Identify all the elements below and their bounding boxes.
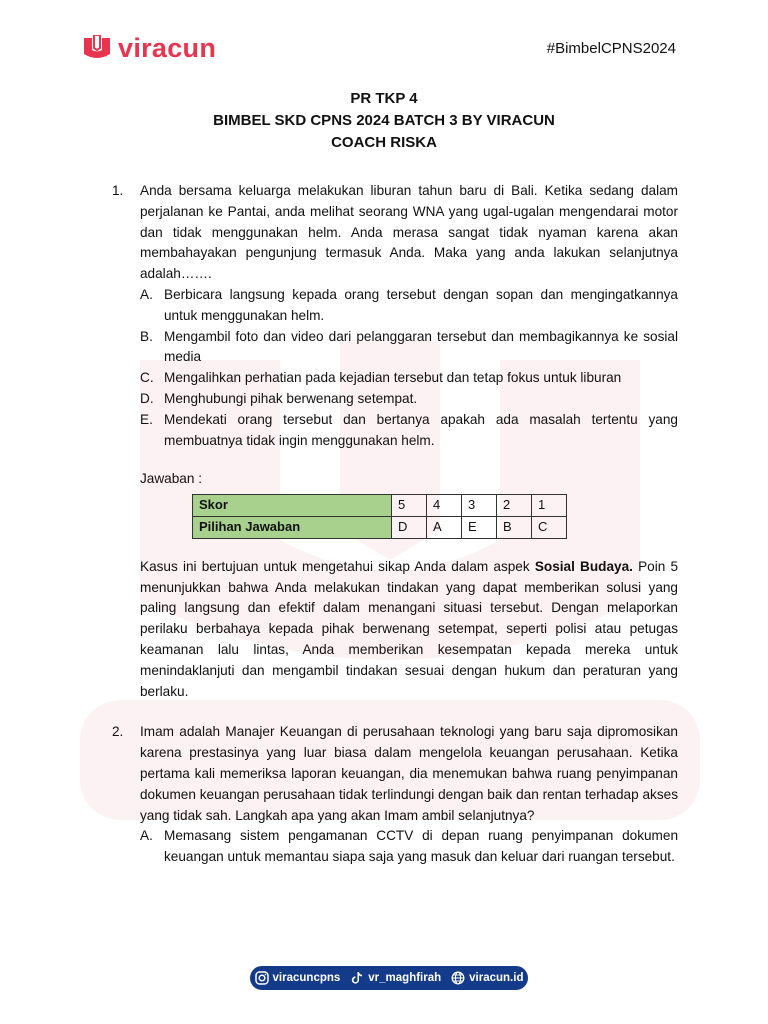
- choice-cell: C: [532, 516, 567, 538]
- social-footer: [250, 966, 528, 990]
- score-cell: 4: [427, 495, 462, 517]
- website-url: viracun.id: [469, 972, 524, 984]
- explanation-text: Kasus ini bertujuan untuk mengetahui sikap Anda dalam aspek: [140, 558, 535, 574]
- question-text: Imam adalah Manajer Keuangan di perusahaan teknologi yang baru saja dipromosikan karena prestasinya yang luar biasa dalam mengelola keuangan perusahaan. Ketika pertama kali memeriksa laporan keuangan, dia menemukan bahwa ruang penyimpanan dokumen keuangan perusahaan tidak terlindungi dengan baik dan rentan terhadap akses yang tidak sah. Langkah apa yang akan Imam ambil selanjutnya?: [140, 724, 678, 823]
- hashtag-text: #BimbelCPNS2024: [546, 39, 676, 57]
- option-letter: C.: [140, 370, 154, 386]
- option-text: Mengambil foto dan video dari pelanggaran tersebut dan membagikannya ke sosial media: [164, 328, 678, 365]
- choice-cell: E: [462, 516, 497, 538]
- tiktok-handle: vr_maghfirah: [368, 972, 442, 984]
- option-letter: D.: [140, 390, 154, 406]
- document-title: [0, 88, 768, 154]
- explanation-aspect: Sosial Budaya.: [534, 558, 633, 574]
- question-2: [112, 722, 678, 868]
- question-number: 1.: [112, 183, 124, 198]
- answer-label: Jawaban :: [140, 471, 202, 487]
- option-a: [140, 826, 678, 868]
- choice-header: Pilihan Jawaban: [193, 516, 392, 538]
- table-row: [193, 516, 567, 538]
- book-logo-icon: [82, 35, 112, 61]
- score-cell: 2: [497, 495, 532, 517]
- option-text: Mendekati orang tersebut dan bertanya apakah ada masalah tertentu yang membuatnya tidak ingin menggunakan helm.: [164, 411, 678, 448]
- option-text: Mengalihkan perhatian pada kejadian tersebut dan tetap fokus untuk liburan: [164, 370, 622, 386]
- option-b: [140, 327, 678, 369]
- tiktok-link[interactable]: [350, 971, 441, 985]
- document-body: [112, 181, 678, 868]
- option-letter: A.: [140, 286, 153, 302]
- score-cell: 1: [532, 495, 567, 517]
- globe-icon: [451, 971, 465, 985]
- title-line-2: BIMBEL SKD CPNS 2024 BATCH 3 BY VIRACUN: [213, 112, 555, 129]
- score-cell: 5: [392, 495, 427, 517]
- option-a: [140, 285, 678, 327]
- question-number: 2.: [112, 724, 124, 740]
- score-cell: 3: [462, 495, 497, 517]
- title-line-1: PR TKP 4: [350, 90, 418, 107]
- option-d: [140, 389, 678, 410]
- score-table: [192, 494, 567, 539]
- option-text: Menghubungi pihak berwenang setempat.: [164, 390, 418, 406]
- brand-logo: [82, 33, 216, 64]
- instagram-handle: viracuncpns: [272, 972, 341, 984]
- choice-cell: D: [392, 516, 427, 538]
- question-text: Anda bersama keluarga melakukan liburan tahun baru di Bali. Ketika sedang dalam perjalanan ke Pantai, anda melihat seorang WNA yang ugal-ugalan mengendarai motor dan tidak menggunakan helm. Anda merasa sangat tidak nyaman karena akan membahayakan pengunjung termasuk Anda. Maka yang anda lakukan selanjutnya adalah…….: [140, 183, 678, 282]
- option-letter: A.: [140, 828, 153, 844]
- option-text: Berbicara langsung kepada orang tersebut dengan sopan dan mengingatkannya untuk menggunakan helm.: [164, 286, 678, 323]
- tiktok-icon: [350, 971, 364, 985]
- question-1: [112, 181, 678, 451]
- instagram-link[interactable]: [255, 971, 341, 985]
- explanation-text: Poin 5 menunjukkan bahwa Anda melakukan tindakan yang dapat memberikan solusi yang paling langsung dan efektif dalam menangani situasi tersebut. Dengan melaporkan perilaku berbahaya kepada pihak berwenang setempat, seperti polisi atau petugas keamanan lalu lintas, Anda memberikan kesempatan kepada mereka untuk menindaklanjuti dan mengambil tindakan sesuai dengan hukum dan peraturan yang berlaku.: [140, 558, 679, 699]
- instagram-icon: [255, 971, 269, 985]
- option-text: Memasang sistem pengamanan CCTV di depan ruang penyimpanan dokumen keuangan untuk memantau siapa saja yang masuk dan keluar dari ruangan tersebut.: [164, 828, 678, 865]
- choice-cell: A: [427, 516, 462, 538]
- explanation-paragraph: [140, 557, 678, 703]
- option-c: [140, 368, 678, 389]
- choice-cell: B: [497, 516, 532, 538]
- table-row: [193, 495, 567, 517]
- title-line-3: COACH RISKA: [331, 134, 437, 151]
- page-header: [82, 28, 676, 68]
- answer-section: [140, 469, 678, 538]
- brand-name: viracun: [118, 32, 217, 63]
- option-letter: B.: [140, 328, 153, 344]
- website-link[interactable]: [451, 971, 523, 985]
- option-letter: E.: [140, 411, 153, 427]
- option-e: [140, 410, 678, 452]
- score-header: Skor: [193, 495, 392, 517]
